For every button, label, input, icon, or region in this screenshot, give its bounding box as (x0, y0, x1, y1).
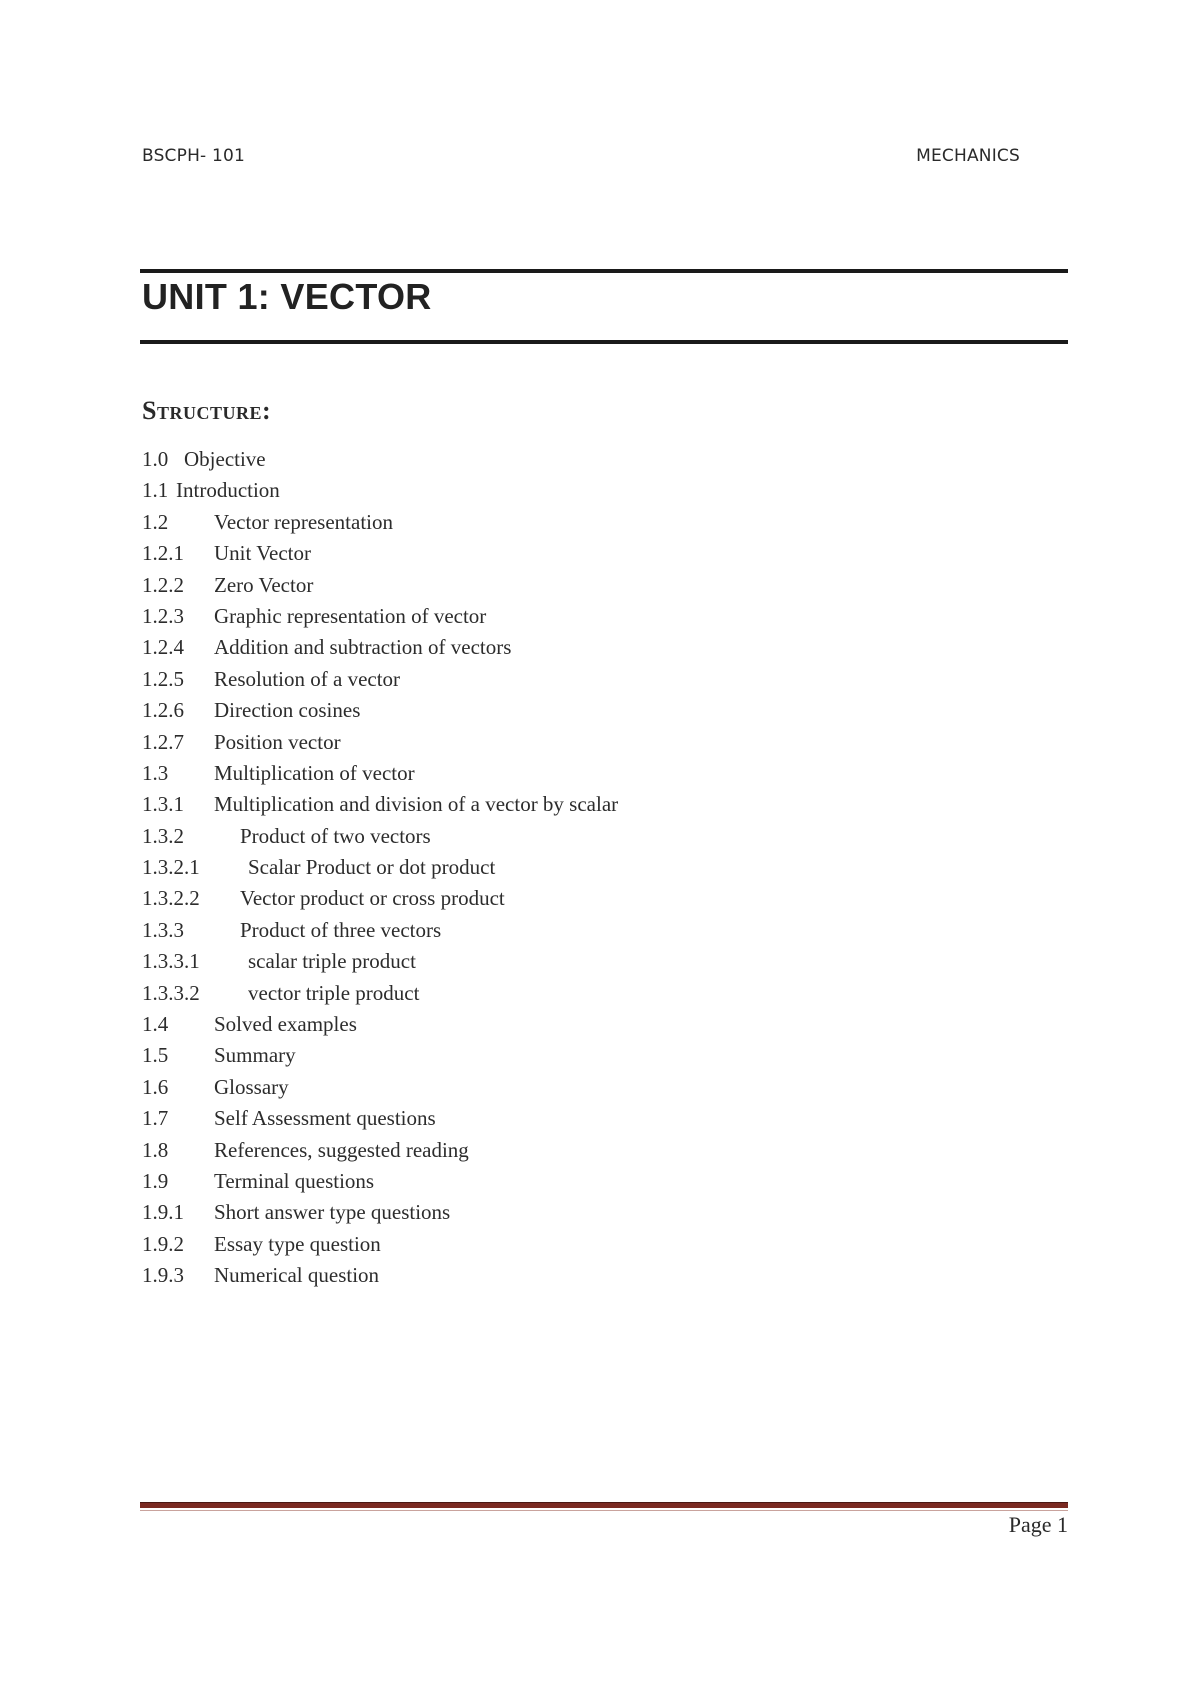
toc-item (142, 475, 280, 506)
toc-item-title: Essay type question (214, 1231, 381, 1256)
toc-item-number: 1.6 (142, 1074, 169, 1099)
structure-heading: Structure: (142, 396, 272, 425)
toc-item-title: Numerical question (214, 1263, 380, 1288)
toc-item-number: 1.3.3.2 (142, 980, 200, 1005)
toc-item (142, 1197, 451, 1228)
toc-item (142, 1009, 357, 1040)
title-rule-bottom (140, 340, 1068, 344)
toc-item-number: 1.8 (142, 1137, 169, 1162)
toc-item-title: Objective (184, 447, 266, 471)
header-course-code: BSCPH- 101 (142, 146, 246, 166)
toc-item-number: 1.3.2.2 (142, 886, 200, 911)
toc-item-title: Position vector (214, 729, 341, 754)
toc-item-title: Addition and subtraction of vectors (214, 635, 512, 660)
toc-item (142, 821, 431, 852)
toc-item-title: Introduction (176, 478, 280, 503)
toc-item-number: 1.3.2.1 (142, 855, 200, 880)
toc-item (142, 601, 487, 632)
unit-title: UNIT 1: VECTOR (142, 276, 432, 317)
toc-item (142, 1135, 469, 1166)
toc-item-number: 1.2.3 (142, 603, 184, 628)
toc-item-number: 1.3.3.1 (142, 949, 200, 974)
toc-item-title: Self Assessment questions (214, 1106, 436, 1131)
toc-item-number: 1.2.6 (142, 698, 184, 723)
page-number: Page 1 (1008, 1512, 1068, 1537)
toc-item-title: Direction cosines (214, 698, 361, 723)
toc-item (142, 883, 505, 914)
toc-item-title: Unit Vector (214, 541, 312, 566)
toc-item (142, 695, 361, 726)
toc-item-title: Graphic representation of vector (214, 603, 487, 628)
toc-item-number: 1.1 (142, 478, 169, 503)
toc-item (142, 758, 415, 789)
toc-item-number: 1.2.7 (142, 729, 184, 754)
toc-item-title: Product of two vectors (240, 823, 431, 848)
toc-item (142, 507, 394, 538)
toc-item (142, 1040, 296, 1071)
toc-item-number: 1.3.3 (142, 917, 184, 942)
toc-item-number: 1.2 (142, 509, 169, 534)
toc-item-title: Terminal questions (214, 1168, 375, 1193)
toc-item (142, 1229, 381, 1260)
toc-item-number: 1.2.5 (142, 666, 184, 691)
toc-item-number: 1.3.1 (142, 792, 184, 817)
toc-item (142, 1260, 380, 1291)
header-subject: MECHANICS (916, 146, 1020, 166)
toc-item-number: 1.4 (142, 1012, 169, 1037)
toc-item-number: 1.3.2 (142, 823, 184, 848)
toc-item-number: 1.9.1 (142, 1200, 184, 1225)
toc-item (142, 1166, 375, 1197)
toc-item-title: Resolution of a vector (214, 666, 401, 691)
toc-item-title: Summary (214, 1043, 296, 1068)
toc-item-number: 1.5 (142, 1043, 169, 1068)
toc-item-title: scalar triple product (248, 949, 416, 974)
toc-item (142, 538, 312, 569)
toc-item-title: Multiplication of vector (214, 760, 415, 785)
toc-item-title: Glossary (214, 1074, 289, 1099)
toc-item-number: 1.7 (142, 1106, 169, 1131)
toc-item (142, 444, 266, 475)
toc-item-title: Zero Vector (214, 572, 314, 597)
toc-item-title: Vector product or cross product (240, 886, 505, 911)
toc-item-number: 1.9 (142, 1168, 169, 1193)
toc-item-title: Product of three vectors (240, 917, 442, 942)
toc-item (142, 915, 442, 946)
toc-item-title: Scalar Product or dot product (248, 855, 496, 880)
toc-item-title: Solved examples (214, 1012, 357, 1037)
toc-item (142, 946, 416, 977)
toc-item (142, 1072, 289, 1103)
toc-item-number: 1.2.1 (142, 541, 184, 566)
toc-item (142, 727, 341, 758)
toc-item (142, 632, 512, 663)
toc-item (142, 664, 401, 695)
toc-item-title: References, suggested reading (214, 1137, 469, 1162)
toc-item (142, 1103, 436, 1134)
toc-item-number: 1.3 (142, 760, 169, 785)
table-of-contents (142, 444, 619, 1292)
toc-item-title: Vector representation (214, 509, 394, 534)
toc-item-title: Multiplication and division of a vector by scalar (214, 792, 619, 817)
toc-item-number: 1.9.3 (142, 1263, 184, 1288)
toc-item-number: 1.9.2 (142, 1231, 184, 1256)
toc-item (142, 978, 420, 1009)
toc-item-title: Short answer type questions (214, 1200, 451, 1225)
footer-rule (140, 1502, 1068, 1508)
toc-item-number: 1.0 (142, 447, 169, 471)
toc-item (142, 789, 619, 820)
footer-rule-thin (140, 1510, 1068, 1511)
toc-item-number: 1.2.4 (142, 635, 184, 660)
toc-item (142, 852, 496, 883)
toc-item-title: vector triple product (248, 980, 420, 1005)
toc-item (142, 570, 314, 601)
toc-item-number: 1.2.2 (142, 572, 184, 597)
title-rule-top (140, 269, 1068, 273)
